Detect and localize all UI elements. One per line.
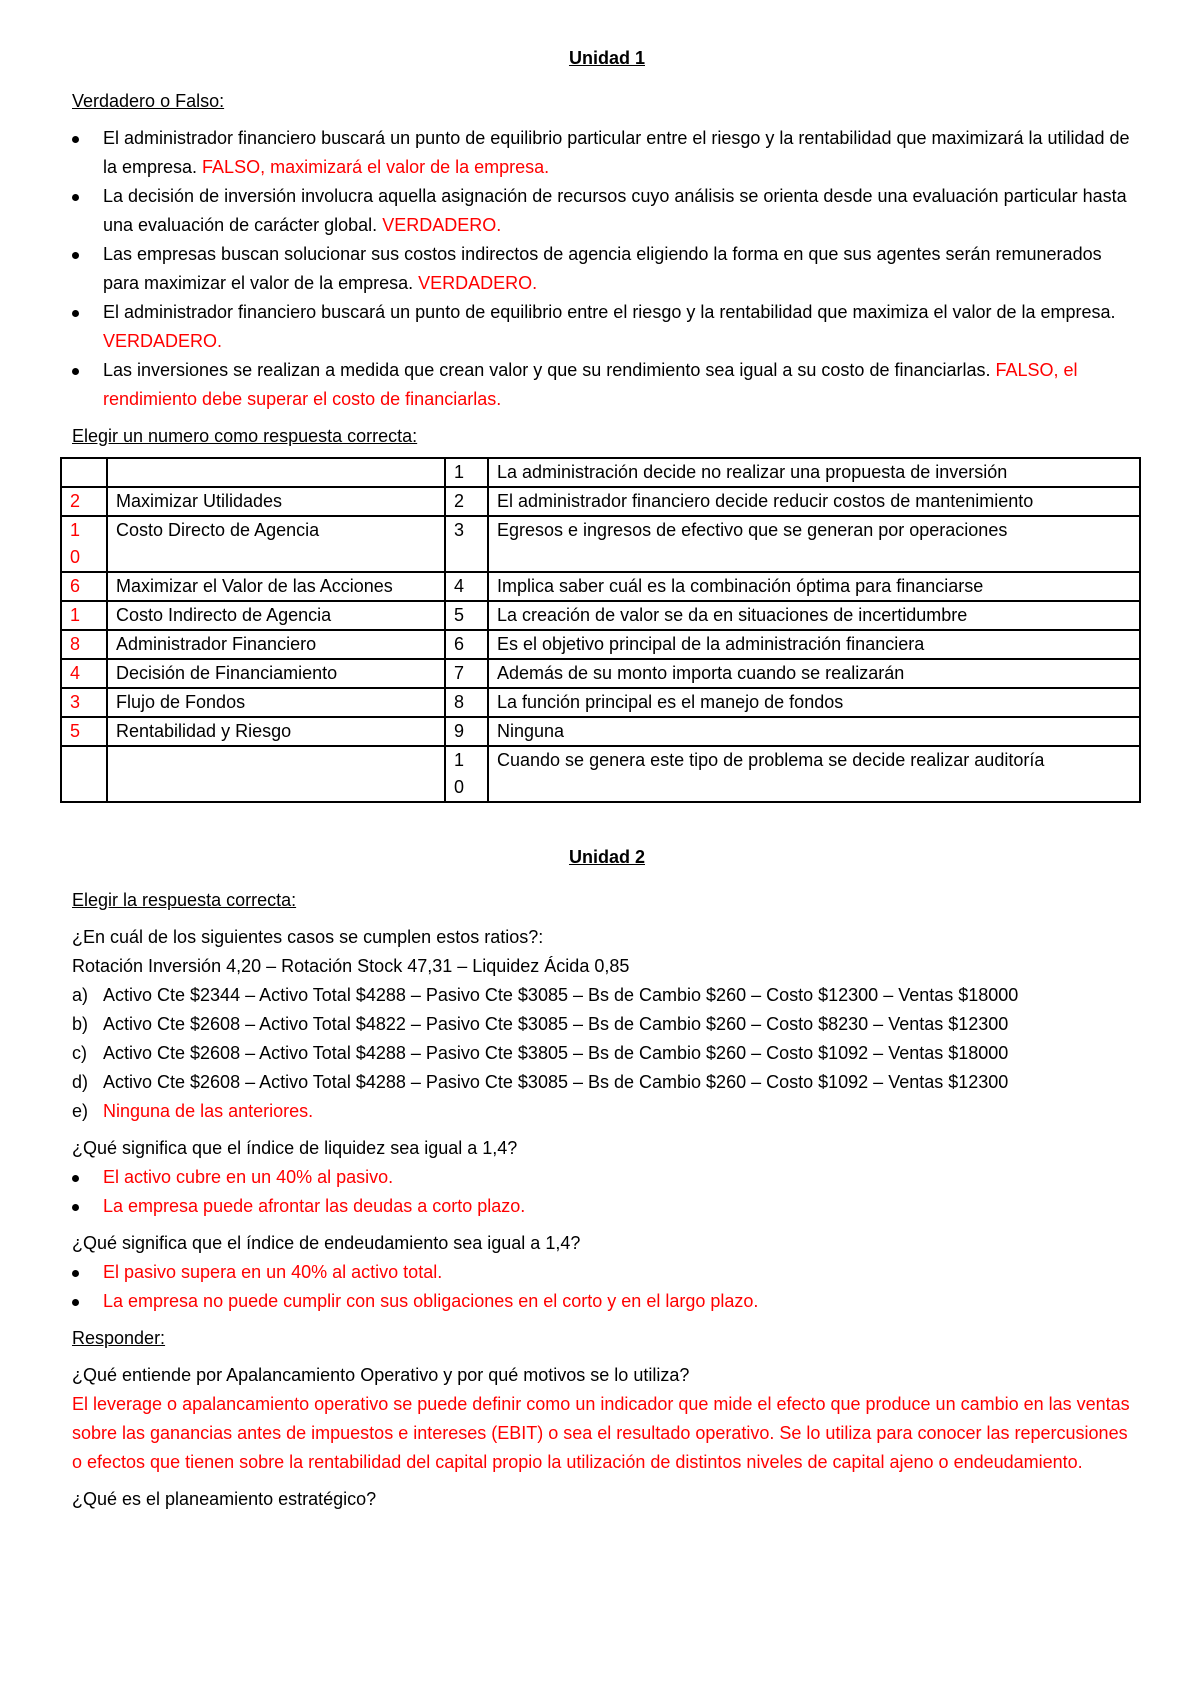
description-cell: Además de su monto importa cuando se realizarán (488, 659, 1140, 688)
vf-item (72, 356, 1142, 414)
vf-statement: Las inversiones se realizan a medida que crean valor y que su rendimiento sea igual a su costo de financiarlas. (103, 360, 996, 380)
unidad2-title: Unidad 2 (568, 847, 645, 867)
number-cell: 5 (445, 601, 488, 630)
number-cell: 1 (445, 458, 488, 487)
description-cell: Ninguna (488, 717, 1140, 746)
table-row (61, 717, 1140, 746)
number-cell: 3 (445, 516, 488, 572)
vf-statement: Las empresas buscan solucionar sus costos indirectos de agencia eligiendo la forma en que sus agentes serán remunerados para maximizar el valor de la empresa. (103, 244, 1102, 293)
description-cell: La función principal es el manejo de fondos (488, 688, 1140, 717)
option-b (72, 1010, 1142, 1039)
answer-text: El pasivo supera en un 40% al activo total. (103, 1262, 443, 1282)
question-apalancamiento: ¿Qué entiende por Apalancamiento Operativo y por qué motivos se lo utiliza? (72, 1365, 690, 1385)
concept-cell: Costo Directo de Agencia (107, 516, 445, 572)
table-row (61, 516, 1140, 572)
option-d (72, 1068, 1142, 1097)
answer-cell: 3 (61, 688, 107, 717)
concept-cell: Decisión de Financiamiento (107, 659, 445, 688)
description-cell: Implica saber cuál es la combinación óptima para financiarse (488, 572, 1140, 601)
table-row (61, 688, 1140, 717)
matching-table (60, 457, 1141, 803)
option-letter: a) (72, 985, 89, 1005)
ratios-line: Rotación Inversión 4,20 – Rotación Stock 47,31 – Liquidez Ácida 0,85 (72, 956, 630, 976)
vf-answer: VERDADERO. (418, 273, 538, 293)
option-text-correct: Ninguna de las anteriores. (103, 1101, 314, 1121)
concept-cell (107, 458, 445, 487)
question-endeudamiento: ¿Qué significa que el índice de endeudamiento sea igual a 1,4? (72, 1233, 581, 1253)
document-page (72, 44, 1142, 1514)
answer-cell (61, 746, 107, 802)
answer-item (72, 1258, 1142, 1287)
bullet-icon (72, 194, 79, 201)
table-row (61, 630, 1140, 659)
table-row (61, 458, 1140, 487)
table-row (61, 572, 1140, 601)
concept-cell: Administrador Financiero (107, 630, 445, 659)
bullet-icon (72, 1299, 79, 1306)
answer-item (72, 1192, 1142, 1221)
answer-cell (61, 458, 107, 487)
description-cell: Es el objetivo principal de la administración financiera (488, 630, 1140, 659)
vf-heading: Verdadero o Falso: (72, 91, 225, 111)
description-cell: La administración decide no realizar una propuesta de inversión (488, 458, 1140, 487)
option-text: Activo Cte $2608 – Activo Total $4288 – Pasivo Cte $3805 – Bs de Cambio $260 – Costo $1092 – Ventas $18000 (103, 1043, 1009, 1063)
vf-item (72, 124, 1142, 182)
option-text: Activo Cte $2344 – Activo Total $4288 – Pasivo Cte $3085 – Bs de Cambio $260 – Costo $12300 – Ventas $18000 (103, 985, 1019, 1005)
answer-cell: 5 (61, 717, 107, 746)
concept-cell (107, 746, 445, 802)
answer-text: La empresa no puede cumplir con sus obligaciones en el corto y en el largo plazo. (103, 1291, 759, 1311)
answer-cell: 4 (61, 659, 107, 688)
number-cell: 6 (445, 630, 488, 659)
answer-cell: 8 (61, 630, 107, 659)
question-ratios: ¿En cuál de los siguientes casos se cumplen estos ratios?: (72, 927, 544, 947)
vf-item (72, 240, 1142, 298)
option-a (72, 981, 1142, 1010)
answer-cell: 1 (61, 601, 107, 630)
answer-item (72, 1287, 1142, 1316)
table-row (61, 746, 1140, 802)
table-row (61, 487, 1140, 516)
options-list (72, 981, 1142, 1126)
option-e (72, 1097, 1142, 1126)
number-cell: 2 (445, 487, 488, 516)
concept-cell: Rentabilidad y Riesgo (107, 717, 445, 746)
question-liquidez: ¿Qué significa que el índice de liquidez sea igual a 1,4? (72, 1138, 518, 1158)
option-letter: c) (72, 1043, 87, 1063)
choose-heading: Elegir la respuesta correcta: (72, 890, 297, 910)
answer-item (72, 1163, 1142, 1192)
concept-cell: Costo Indirecto de Agencia (107, 601, 445, 630)
question-planeamiento: ¿Qué es el planeamiento estratégico? (72, 1489, 377, 1509)
bullet-icon (72, 252, 79, 259)
vf-list (72, 124, 1142, 414)
concept-cell: Maximizar el Valor de las Acciones (107, 572, 445, 601)
option-text: Activo Cte $2608 – Activo Total $4288 – Pasivo Cte $3085 – Bs de Cambio $260 – Costo $1092 – Ventas $12300 (103, 1072, 1009, 1092)
concept-cell: Maximizar Utilidades (107, 487, 445, 516)
concept-cell: Flujo de Fondos (107, 688, 445, 717)
description-cell: El administrador financiero decide reducir costos de mantenimiento (488, 487, 1140, 516)
number-cell: 1 0 (445, 746, 488, 802)
vf-statement: La decisión de inversión involucra aquella asignación de recursos cuyo análisis se orienta desde una evaluación particular hasta una evaluación de carácter global. (103, 186, 1127, 235)
bullet-icon (72, 1270, 79, 1277)
answer-apalancamiento: El leverage o apalancamiento operativo se puede definir como un indicador que mide el efecto que produce un cambio en las ventas sobre las ganancias antes de impuestos e intereses (EBIT) o sea el resultado operativo. Se lo utiliza para conocer las repercusiones o efectos que tienen sobre la rentabilidad del capital propio la utilización de distintos niveles de capital ajeno o endeudamiento. (72, 1394, 1130, 1472)
number-cell: 9 (445, 717, 488, 746)
vf-item (72, 298, 1142, 356)
description-cell: La creación de valor se da en situaciones de incertidumbre (488, 601, 1140, 630)
answer-cell: 1 0 (61, 516, 107, 572)
number-cell: 8 (445, 688, 488, 717)
bullet-icon (72, 368, 79, 375)
respond-heading: Responder: (72, 1328, 166, 1348)
vf-answer: VERDADERO. (103, 331, 223, 351)
table-row (61, 659, 1140, 688)
number-cell: 7 (445, 659, 488, 688)
answer-text: El activo cubre en un 40% al pasivo. (103, 1167, 394, 1187)
liquidez-answers (72, 1163, 1142, 1221)
vf-statement: El administrador financiero buscará un punto de equilibrio entre el riesgo y la rentabilidad que maximiza el valor de la empresa. (103, 302, 1116, 322)
bullet-icon (72, 1204, 79, 1211)
vf-answer: VERDADERO. (382, 215, 502, 235)
vf-item (72, 182, 1142, 240)
option-text: Activo Cte $2608 – Activo Total $4822 – Pasivo Cte $3085 – Bs de Cambio $260 – Costo $8230 – Ventas $12300 (103, 1014, 1009, 1034)
number-cell: 4 (445, 572, 488, 601)
option-letter: e) (72, 1101, 89, 1121)
bullet-icon (72, 310, 79, 317)
answer-cell: 2 (61, 487, 107, 516)
vf-answer: FALSO, el rendimiento debe superar el costo de financiarlas. (103, 360, 1078, 409)
vf-statement: El administrador financiero buscará un punto de equilibrio particular entre el riesgo y la rentabilidad que maximizará la utilidad de la empresa. (103, 128, 1130, 177)
option-letter: d) (72, 1072, 89, 1092)
unidad1-title: Unidad 1 (568, 48, 645, 68)
description-cell: Egresos e ingresos de efectivo que se generan por operaciones (488, 516, 1140, 572)
endeudamiento-answers (72, 1258, 1142, 1316)
bullet-icon (72, 1175, 79, 1182)
table-row (61, 601, 1140, 630)
answer-cell: 6 (61, 572, 107, 601)
option-letter: b) (72, 1014, 89, 1034)
match-heading: Elegir un numero como respuesta correcta: (72, 426, 418, 446)
bullet-icon (72, 136, 79, 143)
answer-text: La empresa puede afrontar las deudas a corto plazo. (103, 1196, 526, 1216)
description-cell: Cuando se genera este tipo de problema se decide realizar auditoría (488, 746, 1140, 802)
option-c (72, 1039, 1142, 1068)
vf-answer: FALSO, maximizará el valor de la empresa. (202, 157, 550, 177)
